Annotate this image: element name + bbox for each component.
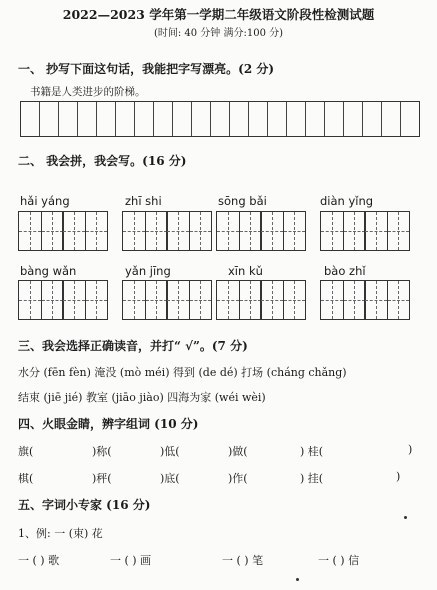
tian-grid-box[interactable] xyxy=(260,280,306,320)
tian-grid-box[interactable] xyxy=(122,211,168,251)
tian-grid-box[interactable] xyxy=(122,280,168,320)
section-3-heading: 三、我会选择正确读音，并打“ √”。(7 分) xyxy=(18,339,248,353)
section-2-heading: 二、 我会拼，我会写。(16 分) xyxy=(18,154,187,168)
char-blank-end: ) xyxy=(396,470,401,483)
scan-speck xyxy=(404,516,407,519)
measure-word-blank[interactable]: 一 ( ) 歌 xyxy=(18,554,60,567)
example-line: 1、例: 一 (束) 花 xyxy=(18,527,103,540)
pinyin-label: bàng wǎn xyxy=(20,264,77,278)
pinyin-label: diàn yǐng xyxy=(320,194,374,208)
section-5-heading: 五、字词小专家 (16 分) xyxy=(18,498,151,512)
pinyin-label: zhī shi xyxy=(125,194,162,208)
pronunciation-line[interactable]: 结束 (jiē jié) 教室 (jiāo jiào) 四海为家 (wéi wèi) xyxy=(18,391,266,404)
tian-grid-box[interactable] xyxy=(320,211,366,251)
copy-sentence: 书籍是人类进步的阶梯。 xyxy=(30,86,146,98)
tian-grid-box[interactable] xyxy=(166,211,212,251)
char-blank[interactable]: )做( xyxy=(228,445,248,458)
tian-grid-box[interactable] xyxy=(166,280,212,320)
pinyin-label: sōng bǎi xyxy=(218,194,267,208)
char-blank[interactable]: 棋( xyxy=(18,472,34,485)
writing-grid[interactable] xyxy=(20,101,420,137)
measure-word-blank[interactable]: 一 ( ) 笔 xyxy=(222,554,264,567)
section-1-heading: 一、 抄写下面这句话，我能把字写漂亮。(2 分) xyxy=(18,62,275,76)
char-blank[interactable]: ) 挂( xyxy=(300,472,324,485)
tian-grid-box[interactable] xyxy=(18,280,64,320)
tian-grid-box[interactable] xyxy=(320,280,366,320)
char-blank[interactable]: )作( xyxy=(228,472,248,485)
measure-word-blank[interactable]: 一 ( ) 画 xyxy=(110,554,152,567)
measure-word-blank[interactable]: 一 ( ) 信 xyxy=(318,554,360,567)
char-blank[interactable]: )称( xyxy=(92,445,112,458)
char-blank[interactable]: 旗( xyxy=(18,445,34,458)
tian-grid-box[interactable] xyxy=(364,211,410,251)
tian-grid-box[interactable] xyxy=(364,280,410,320)
char-blank[interactable]: )底( xyxy=(160,472,180,485)
section-4-heading: 四、火眼金睛，辨字组词 (10 分) xyxy=(18,417,199,431)
char-blank[interactable]: )低( xyxy=(160,445,180,458)
char-blank[interactable]: )秤( xyxy=(92,472,112,485)
tian-grid-box[interactable] xyxy=(62,211,108,251)
tian-grid-box[interactable] xyxy=(216,211,262,251)
page-subtitle: (时间: 40 分钟 满分:100 分) xyxy=(153,28,284,39)
tian-grid-box[interactable] xyxy=(216,280,262,320)
tian-grid-box[interactable] xyxy=(62,280,108,320)
pinyin-label: yǎn jīng xyxy=(125,264,171,278)
pinyin-label: bào zhǐ xyxy=(324,264,366,278)
tian-grid-box[interactable] xyxy=(18,211,64,251)
pinyin-label: hǎi yáng xyxy=(20,194,70,208)
pinyin-label: xīn kǔ xyxy=(228,264,263,278)
char-blank-end: ) xyxy=(408,443,413,456)
pronunciation-line[interactable]: 水分 (fēn fèn) 淹没 (mò méi) 得到 (de dé) 打场 (cháng chǎng) xyxy=(18,366,347,379)
scan-speck xyxy=(296,578,299,581)
char-blank[interactable]: ) 桂( xyxy=(300,445,324,458)
tian-grid-box[interactable] xyxy=(260,211,306,251)
page-title: 2022—2023 学年第一学期二年级语文阶段性检测试题 xyxy=(62,7,375,22)
